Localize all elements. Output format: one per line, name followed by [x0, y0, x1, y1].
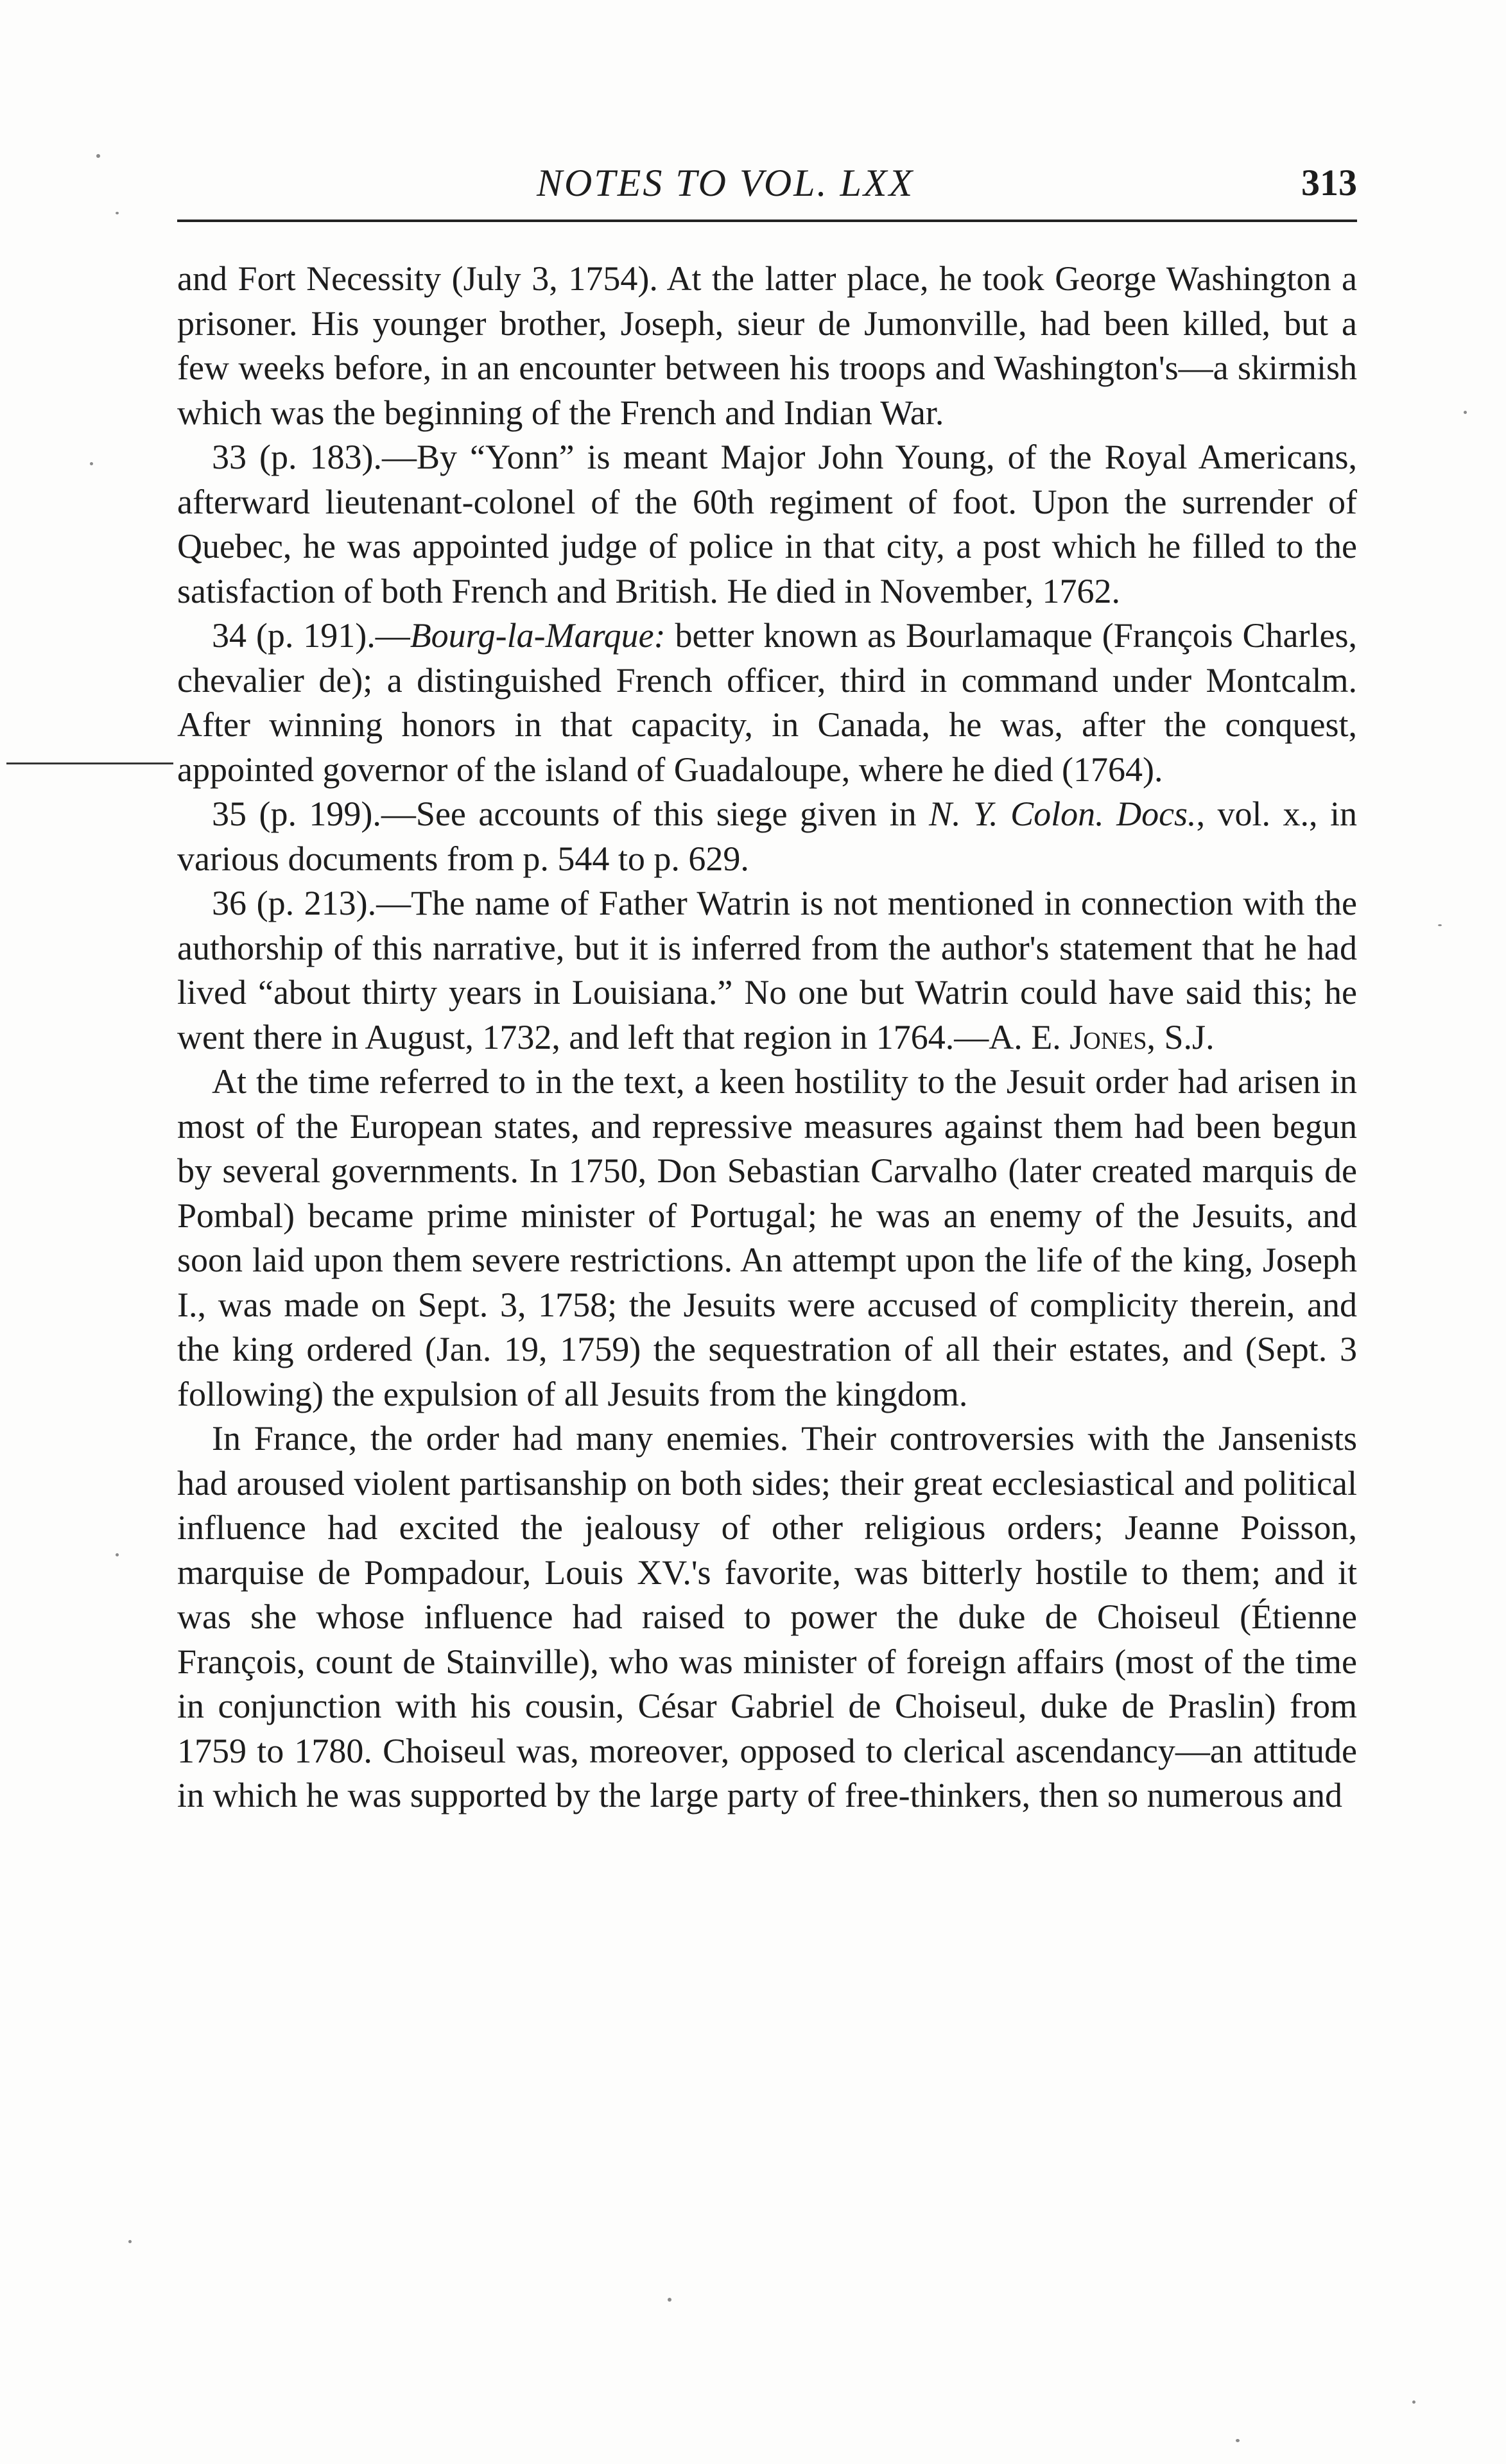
note-33 [177, 435, 1357, 614]
note-35 [177, 792, 1357, 881]
scan-speck [1464, 411, 1467, 414]
text-segment: , S.J. [1147, 1017, 1215, 1056]
text-segment: 35 (p. 199).—See accounts of this siege given in [212, 795, 930, 833]
paragraph-france [177, 1417, 1357, 1818]
text-segment-italic: Bourg-la-Marque: [410, 616, 666, 655]
paragraph-jesuit-hostility [177, 1060, 1357, 1417]
text-segment: , vol. x., in various documents from p. 544 to p. 629. [177, 795, 1357, 878]
scan-speck [1412, 2400, 1415, 2404]
text-segment-smallcaps: Jones [1069, 1017, 1147, 1056]
text-segment: 33 (p. 183).—By “Yonn” is meant Major John Young, of the Royal Americans, afterward lieutenant-colonel of the 60th regiment of foot. Upon the surrender of Quebec, he was appointed judge of police in that city, a post which he filled to the satisfaction of both French and British. He died in November, 1762. [177, 438, 1357, 610]
text-segment: 34 (p. 191).— [212, 616, 410, 655]
margin-mark [6, 762, 173, 764]
note-34 [177, 614, 1357, 792]
scan-speck [668, 2298, 671, 2302]
note-36 [177, 881, 1357, 1060]
scan-speck [116, 1553, 119, 1556]
scan-speck [90, 462, 93, 465]
text-segment: At the time referred to in the text, a keen hostility to the Jesuit order had arisen in most of the European states, and repressive measures against them had been begun by several governments. In 1750, Don Sebastian Carvalho (later created marquis de Pombal) became prime minister of Portugal; he was an enemy of the Jesuits, and soon laid upon them severe restrictions. An attempt upon the life of the king, Joseph I., was made on Sept. 3, 1758; the Jesuits were accused of complicity therein, and the king ordered (Jan. 19, 1759) the sequestration of all their estates, and (Sept. 3 following) the expulsion of all Jesuits from the kingdom. [177, 1062, 1357, 1413]
scan-speck [116, 212, 119, 214]
page-header [177, 154, 1357, 212]
scan-speck [1438, 924, 1442, 926]
scan-speck [96, 154, 100, 158]
running-title: NOTES TO VOL. LXX [537, 162, 915, 204]
text-segment: 36 (p. 213).—The name of Father Watrin is not mentioned in connection with the authorship of this narrative, but it is inferred from the author's statement that he had lived “about thirty years in Louisiana.” No one but Watrin could have said this; he went there in August, 1732, and left that region in 1764.—A. E. [177, 884, 1357, 1056]
scan-speck [128, 2240, 132, 2243]
text-segment: better known as Bourlamaque (François Charles, chevalier de); a distinguished French officer, third in command under Montcalm. After winning honors in that capacity, in Canada, he was, after the conquest, appointed governor of the island of Guadaloupe, where he died (1764). [177, 616, 1357, 789]
header-rule [177, 220, 1357, 222]
text-segment: In France, the order had many enemies. Their controversies with the Jansenists had aroused violent partisanship on both sides; their great ecclesiastical and political influence had excited the jealousy of other religious orders; Jeanne Poisson, marquise de Pompadour, Louis XV.'s favorite, was bitterly hostile to them; and it was she whose influence had raised to power the duke de Choiseul (Étienne François, count de Stainville), who was minister of foreign affairs (most of the time in conjunction with his cousin, César Gabriel de Choiseul, duke de Praslin) from 1759 to 1780. Choiseul was, moreover, opposed to clerical ascendancy—an attitude in which he was supported by the large party of free-thinkers, then so numerous and [177, 1419, 1357, 1814]
notes-text [177, 257, 1357, 1818]
page-number: 313 [1301, 162, 1357, 203]
paragraph-continuation [177, 257, 1357, 435]
text-segment: and Fort Necessity (July 3, 1754). At the latter place, he took George Washington a prisoner. His younger brother, Joseph, sieur de Jumonville, had been killed, but a few weeks before, in an encounter between his troops and Washington's—a skirmish which was the beginning of the French and Indian War. [177, 259, 1357, 432]
scan-speck [1236, 2439, 1240, 2442]
text-segment-italic: N. Y. Colon. Docs. [929, 795, 1197, 833]
